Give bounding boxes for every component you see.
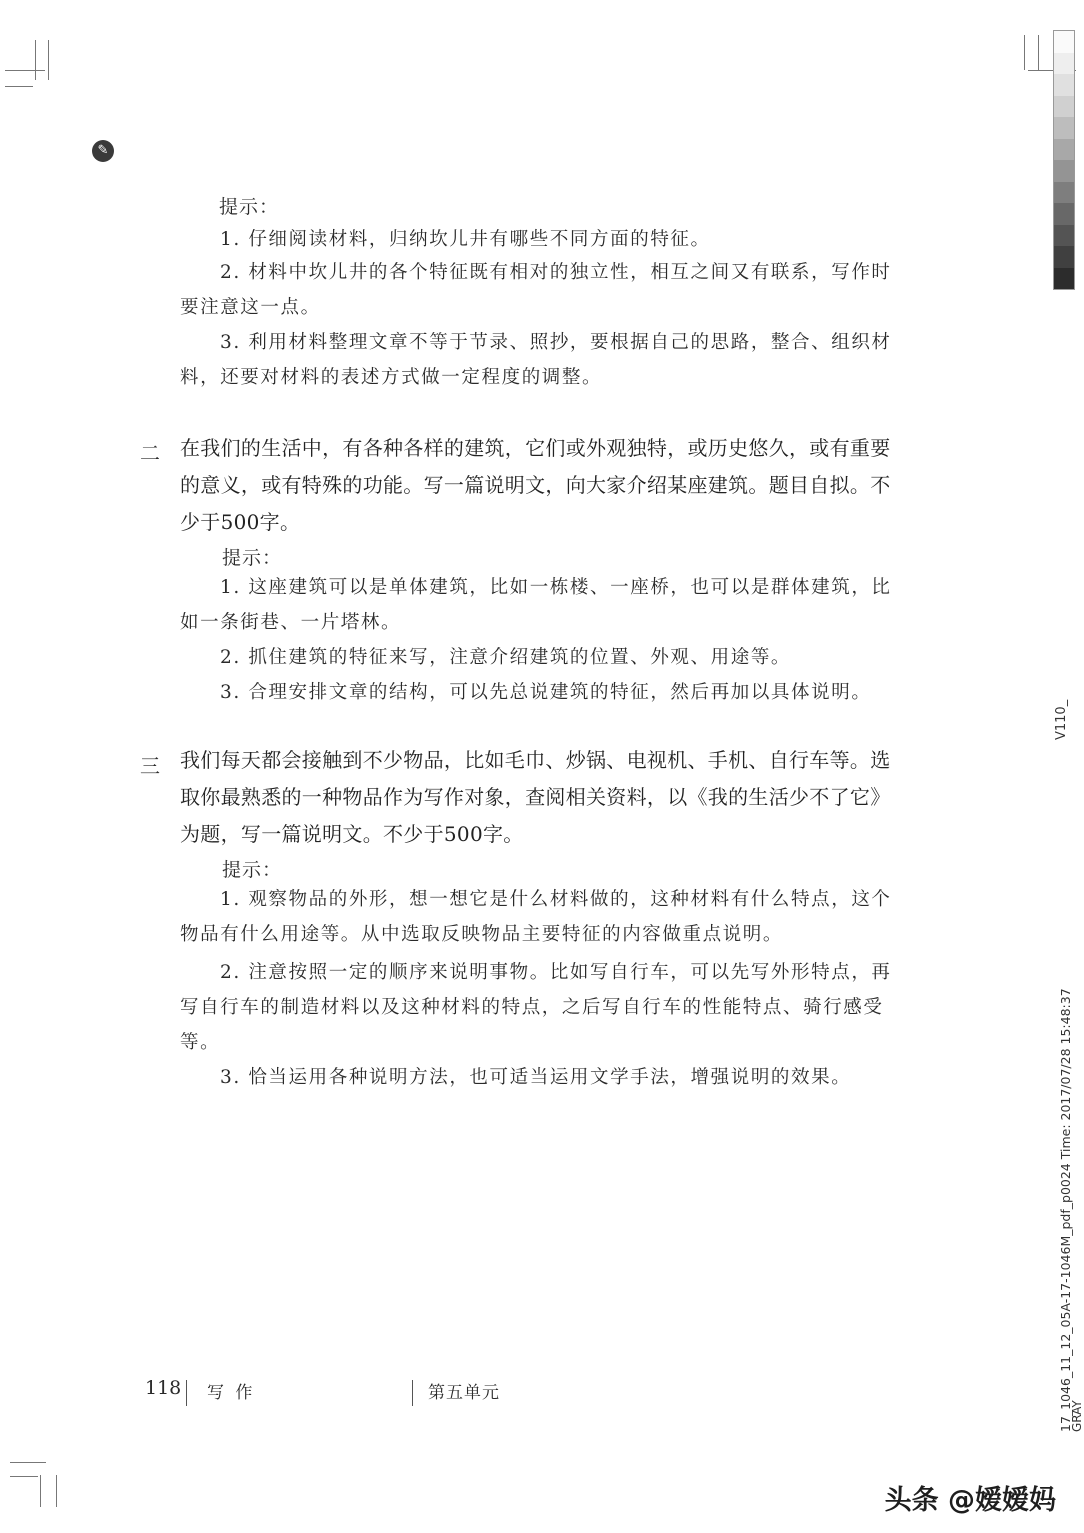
footer-divider bbox=[186, 1380, 187, 1406]
print-code: 17_1046_11_12_05A-17-1046M_pdf_p0024 Time: 2017/07/28 15:48:37 bbox=[1058, 988, 1073, 1432]
crop-mark bbox=[10, 1462, 46, 1463]
hint-item: 3. 恰当运用各种说明方法，也可适当运用文学手法，增强说明的效果。 bbox=[220, 1067, 852, 1088]
crop-mark bbox=[1038, 35, 1039, 70]
print-code: V110_ bbox=[1054, 699, 1069, 740]
hint-label: 提示： bbox=[219, 196, 280, 218]
crop-mark bbox=[48, 40, 49, 80]
page-number: 118 bbox=[145, 1377, 182, 1399]
crop-mark bbox=[10, 1476, 38, 1477]
hint-item: 3. 利用材料整理文章不等于节录、照抄，要根据自己的思路，整合、组织材料，还要对材料的表述方式做一定程度的调整。 bbox=[180, 332, 892, 388]
hint-item: 2. 抓住建筑的特征来写，注意介绍建筑的位置、外观、用途等。 bbox=[220, 647, 792, 668]
question-text: 我们每天都会接触到不少物品，比如毛巾、炒锅、电视机、手机、自行车等。选取你最熟悉的一种物品作为写作对象，查阅相关资料，以《我的生活少不了它》为题，写一篇说明文。不少于500字。 bbox=[180, 748, 891, 846]
footer-unit: 第五单元 bbox=[428, 1383, 500, 1403]
hint-item: 1. 这座建筑可以是单体建筑，比如一栋楼、一座桥，也可以是群体建筑，比如一条街巷、一片塔林。 bbox=[180, 577, 892, 633]
print-code: GRAY bbox=[1070, 1400, 1084, 1432]
watermark: 头条 @嫒嫒妈 bbox=[884, 1485, 1056, 1516]
grayscale-strip bbox=[1053, 30, 1075, 290]
hint-item: 1. 观察物品的外形，想一想它是什么材料做的，这种材料有什么特点，这个物品有什么用途等。从中选取反映物品主要特征的内容做重点说明。 bbox=[180, 889, 892, 945]
hint-item: 2. 材料中坎儿井的各个特征既有相对的独立性，相互之间又有联系，写作时要注意这一点。 bbox=[180, 262, 892, 318]
question-text: 在我们的生活中，有各种各样的建筑，它们或外观独特，或历史悠久，或有重要的意义，或有特殊的功能。写一篇说明文，向大家介绍某座建筑。题目自拟。不少于500字。 bbox=[180, 436, 891, 534]
footer-section: 写 作 bbox=[207, 1383, 256, 1403]
crop-mark bbox=[40, 1475, 41, 1507]
question-number: 三 bbox=[140, 754, 160, 778]
pencil-icon: ✎ bbox=[92, 140, 114, 162]
hint-label: 提示： bbox=[222, 547, 283, 569]
hint-item: 3. 合理安排文章的结构，可以先总说建筑的特征，然后再加以具体说明。 bbox=[220, 682, 872, 703]
crop-mark bbox=[1024, 35, 1025, 70]
crop-mark bbox=[35, 40, 36, 80]
crop-mark bbox=[5, 86, 33, 87]
crop-mark bbox=[56, 1475, 57, 1507]
hint-item: 1. 仔细阅读材料，归纳坎儿井有哪些不同方面的特征。 bbox=[220, 229, 711, 250]
question-number: 二 bbox=[140, 441, 160, 465]
hint-item: 2. 注意按照一定的顺序来说明事物。比如写自行车，可以先写外形特点，再写自行车的制造材料以及这种材料的特点，之后写自行车的性能特点、骑行感受等。 bbox=[180, 962, 892, 1053]
footer-divider bbox=[412, 1380, 413, 1406]
crop-mark bbox=[5, 70, 45, 71]
hint-label: 提示： bbox=[222, 859, 283, 881]
